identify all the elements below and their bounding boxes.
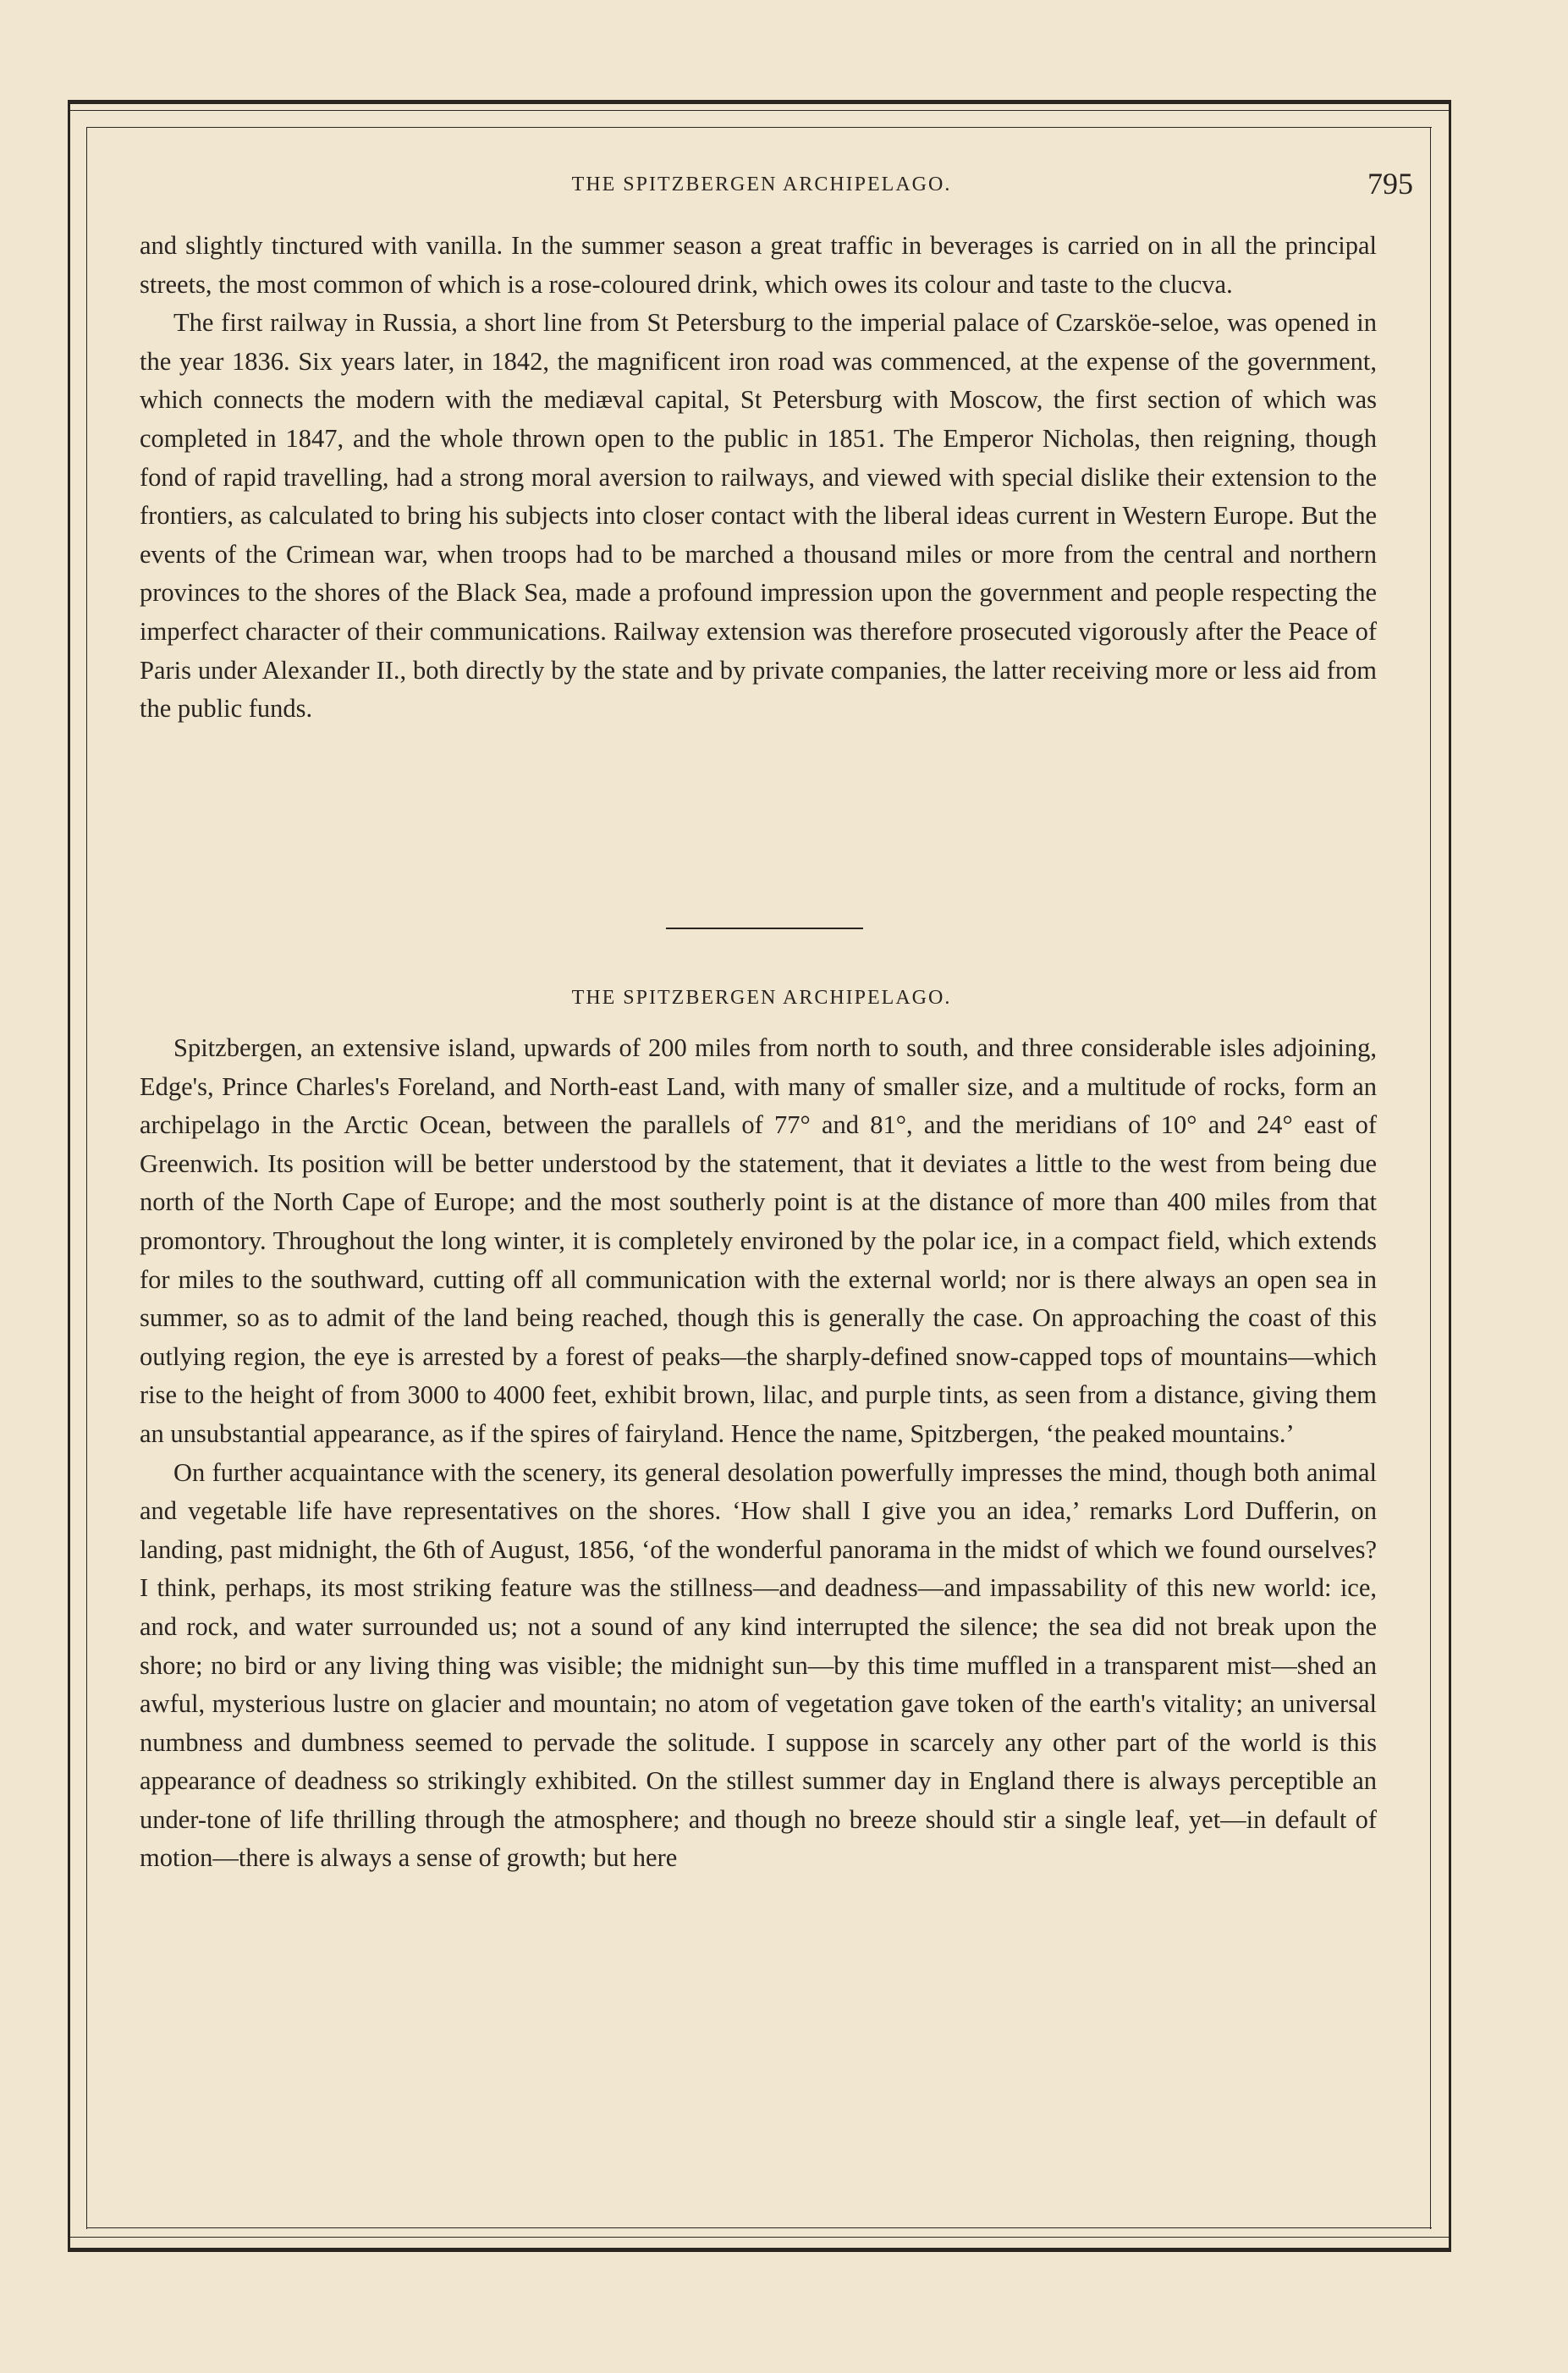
page-number: 795: [1367, 167, 1413, 201]
page-border-right-inner: [1430, 127, 1431, 2229]
page-border-top-inner: [86, 127, 1432, 128]
page-border-left: [68, 100, 70, 2252]
page-border-bottom-inner: [86, 2227, 1432, 2228]
paragraph: and slightly tinctured with vanilla. In the summer season a great traffic in beverages is carried on in all the principal streets, the most common of which is a rose-coloured drink, which owes its colour and taste to the clucva.: [140, 231, 1377, 299]
paragraph: Spitzbergen, an extensive island, upwards of 200 miles from north to south, and three considerable isles adjoining, Edge's, Prince Charles's Foreland, and North-east Land, with many of smaller size, and a multitude of rocks, form an archipelago in the Arctic Ocean, between the parallels of 77° and 81°, and the meridians of 10° and 24° east of Greenwich. Its position will be better understood by the statement, that it deviates a little to the west from being due north of the North Cape of Europe; and the most southerly point is at the distance of more than 400 miles from that promontory. Throughout the long winter, it is completely environed by the polar ice, in a compact field, which extends for miles to the southward, cutting off all communication with the external world; nor is there always an open sea in summer, so as to admit of the land being reached, though this is generally the case. On approaching the coast of this outlying region, the eye is arrested by a forest of peaks—the sharply-defined snow-capped tops of mountains—which rise to the height of from 3000 to 4000 feet, exhibit brown, lilac, and purple tints, as seen from a distance, giving them an unsubstantial appearance, as if the spires of fairyland. Hence the name, Spitzbergen, ‘the peaked mountains.’: [140, 1033, 1377, 1448]
page-border-top-thin: [68, 110, 1451, 111]
paragraph: The first railway in Russia, a short line from St Petersburg to the imperial palace of Czarsköe-seloe, was opened in the year 1836. Six years later, in 1842, the magnificent iron road was commenced, at the expense of the government, which connects the modern with the mediæval capital, St Petersburg with Moscow, the first section of which was completed in 1847, and the whole thrown open to the public in 1851. The Emperor Nicholas, then reigning, though fond of rapid travelling, had a strong moral aversion to railways, and viewed with special dislike their extension to the frontiers, as calculated to bring his subjects into closer contact with the liberal ideas current in Western Europe. But the events of the Crimean war, when troops had to be marched a thousand miles or more from the central and northern provinces to the shores of the Black Sea, made a profound impression upon the government and people respecting the imperfect character of their communications. Railway extension was therefore prosecuted vigorously after the Peace of Paris under Alexander II., both directly by the state and by private companies, the latter receiving more or less aid from the public funds.: [140, 308, 1377, 724]
page-border-left-inner: [86, 127, 87, 2229]
running-head: THE SPITZBERGEN ARCHIPELAGO.: [571, 173, 952, 195]
page-border-bottom-thin: [68, 2237, 1451, 2238]
page-border-top: [68, 100, 1451, 104]
page-border-bottom: [68, 2248, 1451, 2252]
section-spitzbergen-text: [140, 1029, 1377, 1878]
section-divider: [666, 928, 863, 929]
paragraph: On further acquaintance with the scenery, its general desolation powerfully impresses the mind, though both animal and vegetable life have representatives on the shores. ‘How shall I give you an idea,’ remarks Lord Dufferin, on landing, past midnight, the 6th of August, 1856, ‘of the wonderful panorama in the midst of which we found ourselves? I think, perhaps, its most striking feature was the stillness—and deadness—and impassability of this new world: ice, and rock, and water surrounded us; not a sound of any kind interrupted the silence; the sea did not break upon the shore; no bird or any living thing was visible; the midnight sun—by this time muffled in a transparent mist—shed an awful, mysterious lustre on glacier and mountain; no atom of vegetation gave token of the earth's vitality; an universal numbness and dumbness seemed to pervade the solitude. I suppose in scarcely any other part of the world is this appearance of deadness so strikingly exhibited. On the stillest summer day in England there is always perceptible an under-tone of life thrilling through the atmosphere; and though no breeze should stir a single leaf, yet—in default of motion—there is always a sense of growth; but here: [140, 1457, 1377, 1873]
page-border-right: [1449, 100, 1451, 2252]
section-heading: THE SPITZBERGEN ARCHIPELAGO.: [571, 987, 952, 1009]
section-railways-text: [140, 227, 1377, 729]
